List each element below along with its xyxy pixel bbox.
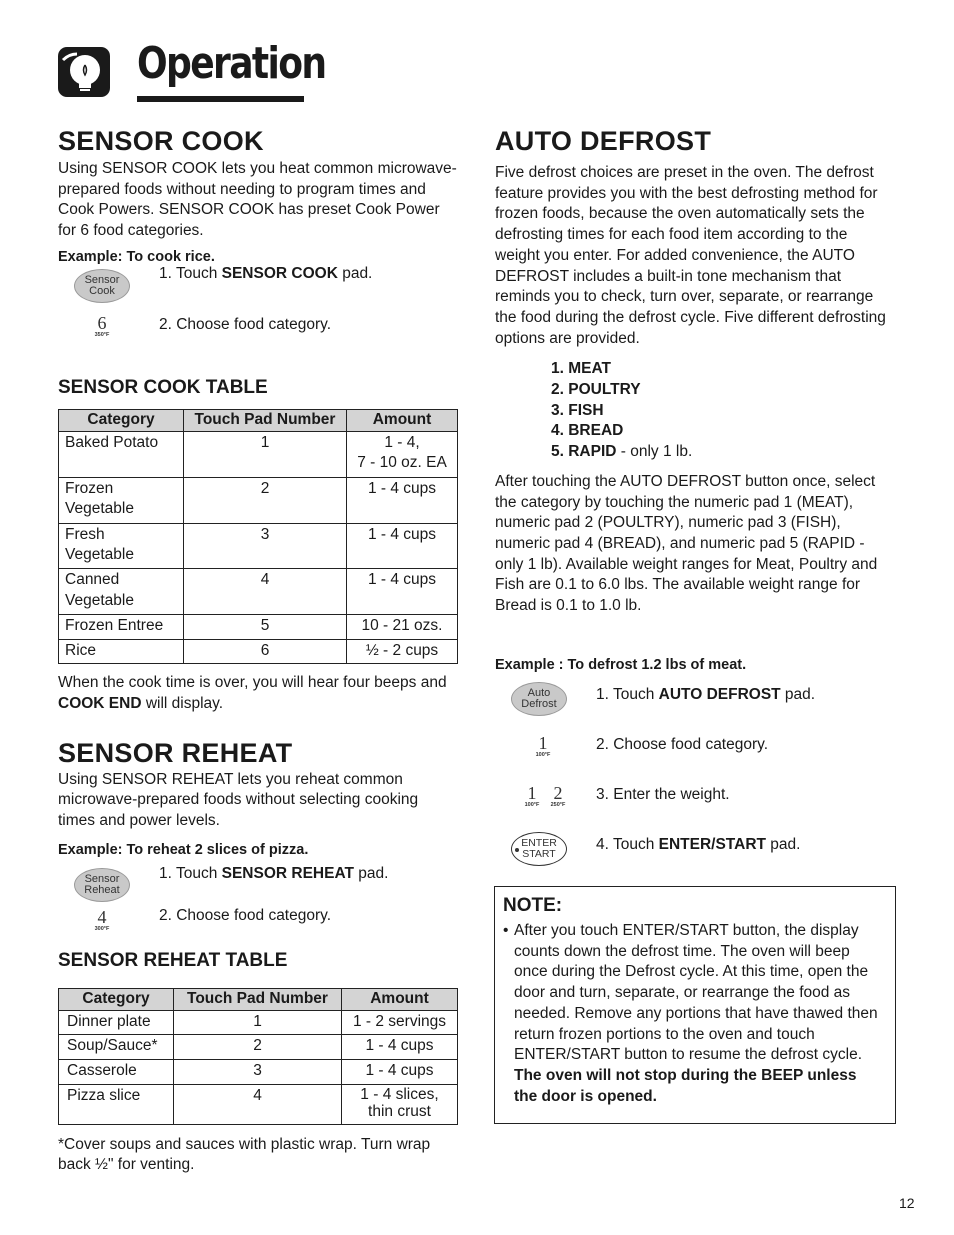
table-row: Soup/Sauce* 2 1 - 4 cups <box>59 1035 458 1060</box>
auto-defrost-intro: Five defrost choices are preset in the oven. The defrost feature provides you with the best defrosting method for frozen foods, because the oven automatically sets the defrosting times for each food item according to the weight you enter. For added convenience, the AUTO DEFROST includes a built-in tone mechanism that reminds you to check, turn over, separate, or rearrange the food during the defrost cycle. Five different defrosting options are provided. <box>495 164 886 347</box>
sensor-reheat-heading: SENSOR REHEAT <box>58 737 293 768</box>
auto-defrost-example: Example : To defrost 1.2 lbs of meat. <box>495 656 747 673</box>
sensor-reheat-table-title: SENSOR REHEAT TABLE <box>58 949 288 971</box>
number-6-key[interactable]: 6 350°F <box>94 312 110 338</box>
list-item: 2. POULTRY <box>551 381 641 399</box>
sensor-reheat-example: Example: To reheat 2 slices of pizza. <box>58 841 309 858</box>
auto-defrost-steps <box>495 682 895 882</box>
number-1-key[interactable]: 1 100°F <box>535 732 551 758</box>
auto-defrost-details: After touching the AUTO DEFROST button once, select the category by touching the numeric pad 1 (MEAT), numeric pad 2 (POULTRY), numeric pad 3 (FISH), numeric pad 4 (BREAD), and numeric pad 5 (RAPID - only 1 lb). Available weight ranges for Meat, Poultry and Fish are 0.1 to 6.0 lbs. The available weight range for Bread is 0.1 to 1.0 lb. <box>495 472 878 615</box>
auto-defrost-heading: AUTO DEFROST <box>495 126 712 156</box>
table-row: Rice 6 ½ - 2 cups <box>59 639 458 664</box>
list-item: 5. RAPID - only 1 lb. <box>551 443 693 461</box>
step-item <box>58 906 458 950</box>
step-text: 1. Touch SENSOR COOK pad. <box>159 264 373 282</box>
page-title: Operation <box>137 38 326 89</box>
step-text: 4. Touch ENTER/START pad. <box>596 835 801 853</box>
table-header-row <box>59 988 458 1010</box>
reheat-footnote: *Cover soups and sauces with plastic wrap. Turn wrap back ½" for venting. <box>58 1135 431 1174</box>
number-1-key[interactable]: 1 100°F <box>524 782 540 808</box>
step-item <box>495 682 895 732</box>
sensor-cook-example: Example: To cook rice. <box>58 248 215 265</box>
note-body: • After you touch ENTER/START button, the display counts down the defrost time. The oven will beep once during the Defrost cycle. At this time, open the door and turn, separate, or rearrange the food as needed. Remove any portions that have thawed then return frozen portions to the oven and touch ENTER/START button to resume the defrost cycle. The oven will not stop during the BEEP unless the door is opened. <box>503 922 878 1105</box>
defrost-options-list <box>551 359 895 463</box>
list-item: 1. MEAT <box>551 360 611 378</box>
sensor-reheat-table <box>58 988 458 1125</box>
table-row: Pizza slice 4 1 - 4 slices, thin crust <box>59 1084 458 1124</box>
number-4-key[interactable]: 4 300°F <box>94 906 110 932</box>
table-row: Casserole 3 1 - 4 cups <box>59 1059 458 1084</box>
table-row: Dinner plate 1 1 - 2 servings <box>59 1010 458 1035</box>
enter-start-pad[interactable]: ENTER START <box>511 832 567 866</box>
left-column <box>58 126 458 1176</box>
header-amount: Amount <box>347 409 458 431</box>
step-text: 2. Choose food category. <box>159 906 332 924</box>
weight-keys <box>519 784 571 809</box>
table-row: Frozen Vegetable 2 1 - 4 cups <box>59 477 458 523</box>
step-item <box>58 264 458 319</box>
number-2-key[interactable]: 2 250°F <box>550 782 566 808</box>
step-item <box>495 832 895 882</box>
sensor-cook-heading: SENSOR COOK <box>58 126 264 156</box>
list-item: 4. BREAD <box>551 422 624 440</box>
auto-defrost-pad[interactable]: Auto Defrost <box>511 682 567 716</box>
step-text: 1. Touch AUTO DEFROST pad. <box>596 685 816 703</box>
step-text: 1. Touch SENSOR REHEAT pad. <box>159 864 389 882</box>
cook-end-text: When the cook time is over, you will hear four beeps and COOK END will display. <box>58 674 447 713</box>
page-number: 12 <box>899 1195 915 1211</box>
table-row: Frozen Entree 5 10 - 21 ozs. <box>59 614 458 639</box>
sensor-reheat-pad[interactable]: Sensor Reheat <box>74 868 130 902</box>
sensor-cook-intro: Using SENSOR COOK lets you heat common microwave-prepared foods without needing to program times and Cook Powers. SENSOR COOK has preset Cook Power for 6 food categories. <box>58 160 457 240</box>
note-box <box>494 886 896 1124</box>
step-item <box>495 732 895 782</box>
sensor-reheat-intro: Using SENSOR REHEAT lets you reheat common microwave-prepared foods without selecting cooking times and power levels. <box>58 770 419 830</box>
header-touch-pad: Touch Pad Number <box>184 409 347 431</box>
step-text: 2. Choose food category. <box>159 315 332 333</box>
sensor-cook-table-title: SENSOR COOK TABLE <box>58 376 268 398</box>
header-category: Category <box>59 988 174 1010</box>
step-text: 3. Enter the weight. <box>596 785 730 803</box>
table-row: Baked Potato 1 1 - 4, 7 - 10 oz. EA <box>59 431 458 477</box>
right-column <box>495 126 895 882</box>
title-underline <box>137 96 304 102</box>
list-item: 3. FISH <box>551 401 604 419</box>
table-row: Fresh Vegetable 3 1 - 4 cups <box>59 523 458 568</box>
header-touch-pad: Touch Pad Number <box>174 988 342 1010</box>
bullet: • <box>503 922 509 939</box>
step-item <box>58 312 458 377</box>
header-amount: Amount <box>342 988 458 1010</box>
header-category: Category <box>59 409 184 431</box>
sensor-reheat-steps <box>58 864 458 950</box>
step-item <box>495 782 895 832</box>
table-row: Canned Vegetable 4 1 - 4 cups <box>59 568 458 614</box>
light-bulb-hand-icon <box>57 46 111 98</box>
sensor-cook-table <box>58 409 458 665</box>
table-header-row <box>59 409 458 431</box>
note-title: NOTE: <box>503 895 563 916</box>
indicator-dot <box>515 848 519 852</box>
sensor-cook-pad[interactable]: Sensor Cook <box>74 269 130 303</box>
step-item <box>58 864 458 910</box>
sensor-cook-steps <box>58 264 458 377</box>
step-text: 2. Choose food category. <box>596 735 769 753</box>
